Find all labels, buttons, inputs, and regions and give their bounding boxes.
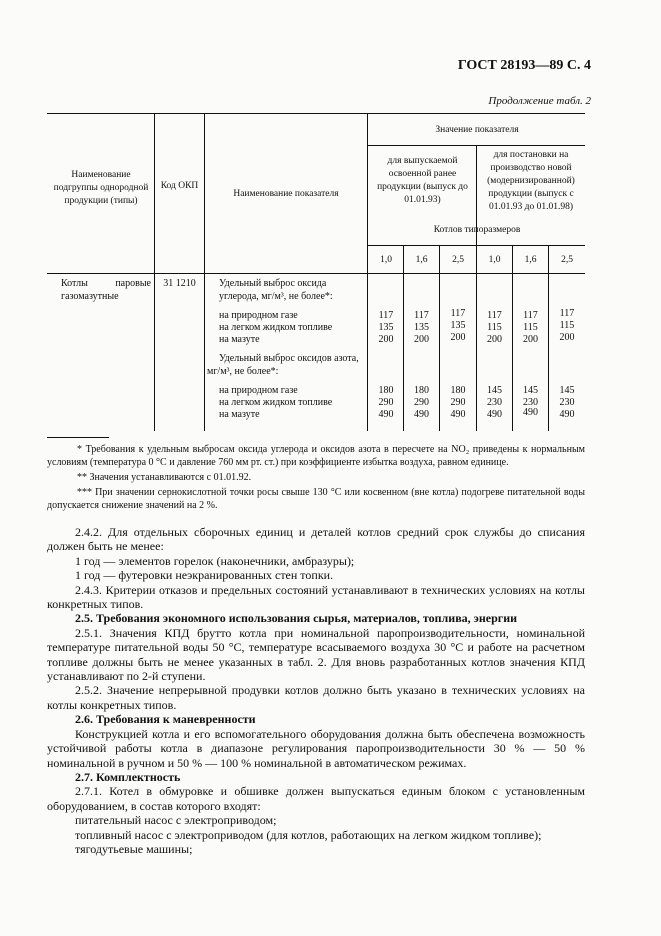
paragraph: топливный насос с электроприводом (для котлов, работающих на легком жидком топливе); — [75, 827, 542, 842]
fuel-label: на легком жидком топливе — [219, 322, 333, 333]
value-cell: 117 — [487, 310, 502, 321]
size-header: 1,0 — [380, 255, 392, 265]
data-table — [47, 113, 585, 431]
value-cell: 200 — [450, 332, 466, 343]
value-cell: 135 — [450, 320, 466, 331]
value-header: Значение показателя — [435, 125, 519, 135]
value-cell: 490 — [559, 409, 575, 420]
value-cell: 117 — [414, 310, 429, 321]
page-header: ГОСТ 28193—89 С. 4 — [457, 58, 591, 73]
indicator-co: Удельный выброс оксида углерода, мг/м³, не более*: — [219, 278, 333, 302]
footnote-rule — [47, 437, 109, 438]
size-header: 2,5 — [452, 255, 464, 265]
col-code-header: Код ОКП — [160, 181, 199, 191]
value-cell: 230 — [559, 397, 575, 408]
paragraph: 2.7.1. Котел в обмуровке и обшивке должен выпускаться единым блоком с установленным оборудованием, в состав которого входят: — [47, 784, 585, 813]
value-cell: 115 — [523, 322, 538, 333]
paragraph: 2.5.2. Значение непрерывной продувки котлов должно быть указано в технических условиях на котлы конкретных типов. — [47, 683, 585, 712]
section-heading: 2.5. Требования экономного использования сырья, материалов, топлива, энергии — [75, 611, 518, 626]
size-header: 1,6 — [524, 255, 537, 265]
paragraph: Конструкцией котла и его вспомогательного оборудования должна быть обеспечена возможность устойчивой работы котла в диапазоне регулирования паропроизводительности 30 % — 50 % номинальной в ручном и 50 % — 100 % номинальной в автоматическом режимах. — [47, 726, 585, 770]
value-cell: 135 — [414, 322, 429, 333]
row-group-name: Котлы паровые газомазутные — [61, 278, 151, 302]
paragraph: 2.4.2. Для отдельных сборочных единиц и деталей котлов средний срок службы до списания должен быть не менее: — [47, 525, 585, 554]
value-cell: 180 — [450, 385, 466, 396]
size-header: 1,0 — [488, 255, 501, 265]
table-header-rule — [47, 273, 585, 274]
sub-header-new: для постановки на производство новой (модернизированной) продукции (выпуск с 01.01.93 до 01.01.98) — [487, 150, 575, 212]
value-cell: 115 — [559, 320, 575, 331]
footnote: * Требования к удельным выбросам оксида углерода и оксидов азота в пересчете на NO₂ приведены к нормальным условиям (температура 0 °С и давление 760 мм рт. ст.) при коэффициенте избытка воздуха, равном единице. — [47, 444, 585, 468]
fuel-label: на мазуте — [219, 409, 260, 420]
value-cell: 200 — [559, 332, 575, 343]
paragraph: 2.5.1. Значения КПД брутто котла при номинальной паропроизводительности, номинальной температуре питательной воды 50 °С, температуре всасываемого воздуха 30 °С и работе на расчетном топливе должны быть не менее указанных в табл. 2. Для вновь разработанных котлов значения КПД устанавливают по 2-й ступени. — [47, 625, 585, 684]
value-cell: 180 — [378, 385, 394, 396]
paragraph: 1 год — футеровки неэкранированных стен топки. — [75, 568, 334, 583]
paragraph: 2.4.3. Критерии отказов и предельных состояний устанавливают в технических условиях на котлы конкретных типов. — [47, 582, 585, 612]
paragraph: тягодутьевые машины; — [75, 841, 193, 856]
fuel-label: на мазуте — [219, 334, 260, 345]
row-code: 31 1210 — [163, 278, 196, 289]
value-cell: 200 — [378, 334, 394, 345]
value-cell: 490 — [487, 409, 502, 420]
body-text — [47, 525, 585, 856]
table-col-rule — [154, 113, 155, 431]
value-cell: 230 — [523, 397, 538, 408]
indicator-nox: Удельный выброс оксидов азота, мг/м³, не более*: — [207, 353, 359, 377]
value-cell: 145 — [559, 385, 575, 396]
col-group-header: Наименование подгруппы однородной продукции (типы) — [53, 170, 149, 206]
value-cell: 200 — [487, 334, 502, 345]
value-cell: 290 — [378, 397, 394, 408]
footnote: ** Значения устанавливаются с 01.01.92. — [77, 472, 252, 483]
value-cell: 490 — [378, 409, 394, 420]
value-cell: 135 — [378, 322, 394, 333]
value-cell: 290 — [450, 397, 466, 408]
footnote: *** При значении сернокислотной точки росы свыше 130 °С или косвенном (вне котла) подогреве питательной воды допускается снижение значений на 2 %. — [47, 487, 585, 511]
paragraph: 1 год — элементов горелок (наконечники, амбразуры); — [75, 553, 355, 568]
value-cell: 490 — [450, 409, 466, 420]
value-cell: 117 — [378, 310, 394, 321]
table-top-rule — [47, 113, 585, 114]
fuel-label: на природном газе — [219, 385, 298, 396]
table-continuation-label: Продолжение табл. 2 — [488, 95, 591, 107]
value-cell: 200 — [523, 334, 538, 345]
section-heading: 2.7. Комплектность — [75, 769, 181, 784]
value-cell: 145 — [523, 385, 538, 396]
size-header: 1,6 — [415, 255, 428, 265]
table-col-rule — [204, 113, 205, 431]
value-cell: 490 — [414, 409, 429, 420]
fuel-label: на природном газе — [219, 310, 298, 321]
table-col-rule — [367, 113, 368, 431]
footnotes — [47, 437, 585, 514]
value-cell: 145 — [487, 385, 502, 396]
size-header: 2,5 — [561, 255, 573, 265]
section-heading: 2.6. Требования к маневренности — [75, 712, 256, 727]
fuel-label: на легком жидком топливе — [219, 397, 333, 408]
value-cell: 490 — [523, 407, 538, 418]
boiler-sizes-header: Котлов типоразмеров — [433, 225, 521, 235]
col-indicator-header: Наименование показателя — [233, 189, 339, 199]
value-cell: 115 — [487, 322, 502, 333]
value-cell: 117 — [450, 308, 466, 319]
value-cell: 117 — [559, 308, 575, 319]
value-cell: 200 — [414, 334, 429, 345]
value-cell: 290 — [414, 397, 429, 408]
sub-header-existing: для выпускаемой освоенной ранее продукции (выпуск до 01.01.93) — [377, 156, 468, 205]
paragraph: питательный насос с электроприводом; — [75, 813, 277, 828]
value-cell: 180 — [414, 385, 429, 396]
value-cell: 230 — [487, 397, 502, 408]
value-cell: 117 — [523, 310, 538, 321]
